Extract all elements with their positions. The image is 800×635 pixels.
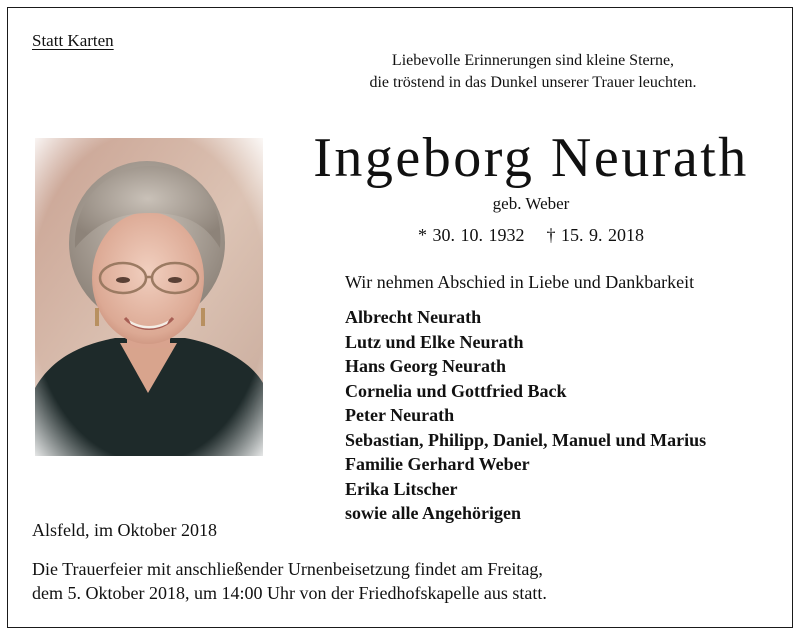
mourner-item: Albrecht Neurath (345, 307, 482, 327)
deceased-name: Ingeborg Neurath (313, 127, 749, 189)
header-note: Statt Karten (32, 31, 114, 50)
mourner-item: Familie Gerhard Weber (345, 454, 530, 474)
mourner-item: Erika Litscher (345, 478, 458, 499)
mourner-item: Hans Georg Neurath (345, 356, 506, 376)
service-line: Die Trauerfeier mit anschließender Urnenbeisetzung findet am Freitag, (32, 559, 543, 579)
birth-name: geb. Weber (492, 194, 570, 213)
birth-date: * 30. 10. 1932 (418, 225, 525, 245)
life-dates (300, 225, 762, 246)
place-date: Alsfeld, im Oktober 2018 (32, 520, 217, 540)
service-info (32, 557, 547, 605)
quote-line: Liebevolle Erinnerungen sind kleine Sterne, (391, 52, 675, 69)
mourner-item: Peter Neurath (345, 405, 455, 425)
quote-line: die tröstend in das Dunkel unserer Trauer leuchten. (369, 74, 697, 91)
farewell-text: Wir nehmen Abschied in Liebe und Dankbarkeit (345, 272, 695, 292)
service-line: dem 5. Oktober 2018, um 14:00 Uhr von der Friedhofskapelle aus statt. (32, 583, 547, 603)
portrait-photo (35, 138, 263, 456)
memorial-quote (330, 50, 736, 94)
mourners-list (345, 305, 706, 526)
death-date: † 15. 9. 2018 (546, 225, 644, 245)
mourner-item: Lutz und Elke Neurath (345, 331, 524, 352)
mourner-item: Cornelia und Gottfried Back (345, 380, 567, 401)
mourner-item: sowie alle Angehörigen (345, 503, 521, 523)
mourner-item: Sebastian, Philipp, Daniel, Manuel und Marius (345, 429, 707, 450)
